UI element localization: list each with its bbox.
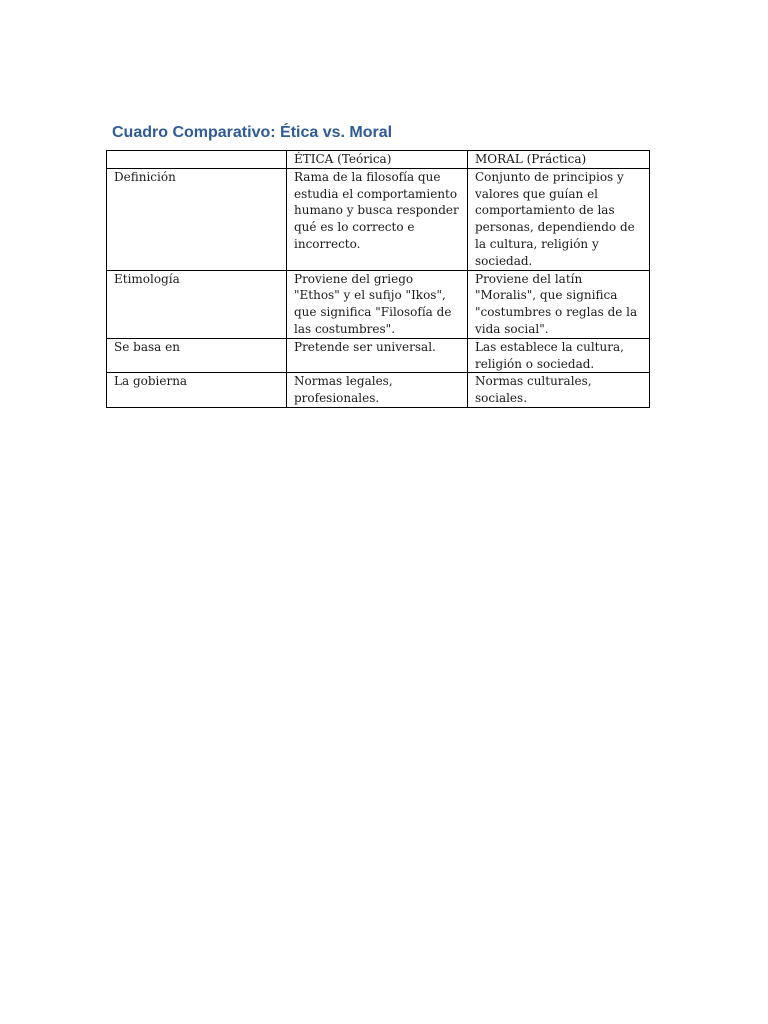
moral-cell: Proviene del latín "Moralis", que significa "costumbres o reglas de la vida social".	[468, 270, 650, 338]
table-row-etimologia	[107, 270, 650, 338]
table-row-definicion	[107, 168, 650, 270]
row-label: Etimología	[107, 270, 287, 338]
table-row-la-gobierna	[107, 373, 650, 408]
table-header-row	[107, 151, 650, 169]
etica-cell: Rama de la filosofía que estudia el comportamiento humano y busca responder qué es lo correcto e incorrecto.	[287, 168, 468, 270]
etica-cell: Pretende ser universal.	[287, 338, 468, 373]
row-label: La gobierna	[107, 373, 287, 408]
header-cell-empty	[107, 151, 287, 169]
row-label: Se basa en	[107, 338, 287, 373]
header-cell-moral: MORAL (Práctica)	[468, 151, 650, 169]
moral-cell: Conjunto de principios y valores que guían el comportamiento de las personas, dependiendo de la cultura, religión y sociedad.	[468, 168, 650, 270]
document-title: Cuadro Comparativo: Ética vs. Moral	[112, 124, 393, 141]
header-cell-etica: ÉTICA (Teórica)	[287, 151, 468, 169]
etica-cell: Proviene del griego "Ethos" y el sufijo "Ikos", que significa "Filosofía de las costumbres".	[287, 270, 468, 338]
moral-cell: Normas culturales, sociales.	[468, 373, 650, 408]
table-row-se-basa-en	[107, 338, 650, 373]
row-label: Definición	[107, 168, 287, 270]
etica-cell: Normas legales, profesionales.	[287, 373, 468, 408]
moral-cell: Las establece la cultura, religión o sociedad.	[468, 338, 650, 373]
comparison-table	[106, 150, 650, 408]
